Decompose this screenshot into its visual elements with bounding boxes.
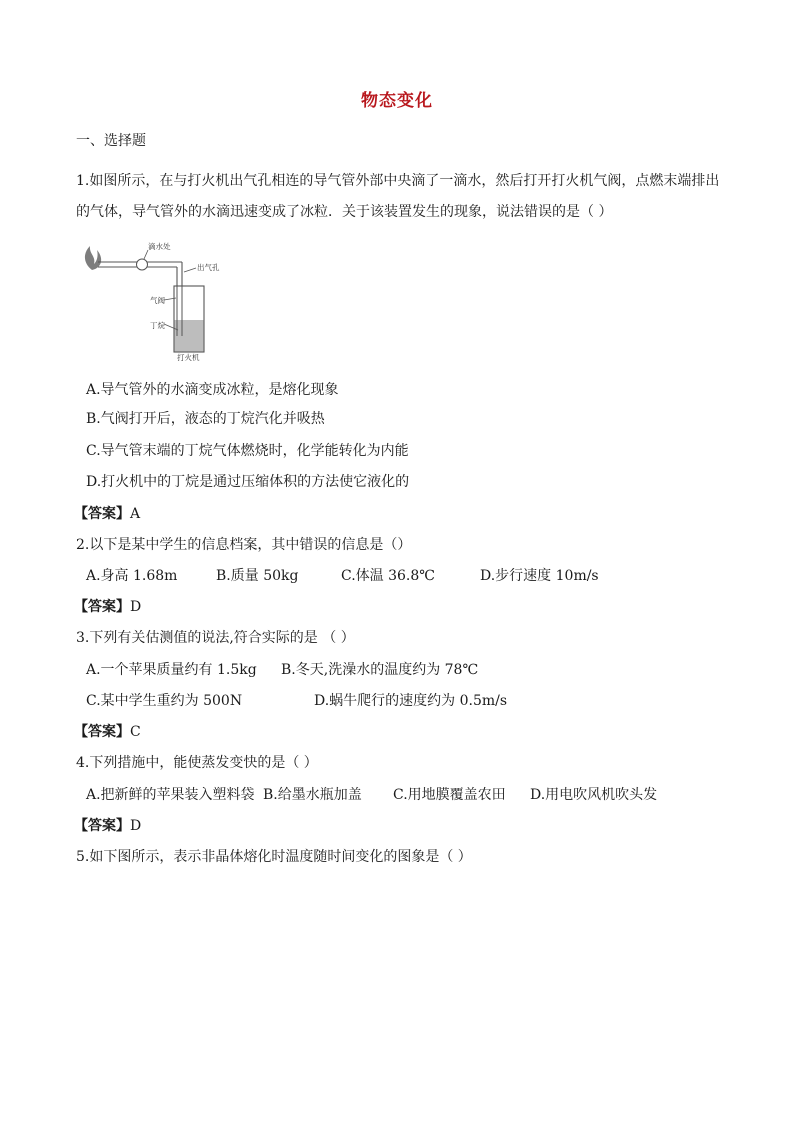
question-4-option-c: C.用地膜覆盖农田 xyxy=(393,787,506,803)
question-4-answer: 【答案】D xyxy=(74,818,142,834)
question-1-option-b: B.气阀打开后，液态的丁烷汽化并吸热 xyxy=(86,411,325,427)
drip-leader xyxy=(144,250,148,259)
section-heading: 一、选择题 xyxy=(76,133,146,149)
question-4-option-d: D.用电吹风机吹头发 xyxy=(530,787,658,803)
page-title: 物态变化 xyxy=(361,91,433,111)
label-lighter: 打火机 xyxy=(177,353,200,362)
question-4-option-b: B.给墨水瓶加盖 xyxy=(263,787,362,803)
lighter-apparatus-figure xyxy=(78,240,238,362)
question-2-option-a: A.身高 1.68m xyxy=(86,568,178,584)
question-2-answer: 【答案】D xyxy=(74,599,142,615)
question-1-option-a: A.导气管外的水滴变成冰粒，是熔化现象 xyxy=(86,382,339,398)
question-1-option-d: D.打火机中的丁烷是通过压缩体积的方法使它液化的 xyxy=(86,474,410,490)
question-1-answer: 【答案】A xyxy=(74,506,141,522)
question-3-option-d: D.蜗牛爬行的速度约为 0.5m/s xyxy=(314,693,508,709)
question-2-stem: 2.以下是某中学生的信息档案，其中错误的信息是（） xyxy=(76,537,412,553)
label-butane: 丁烷 xyxy=(150,321,165,330)
question-5-stem: 5.如下图所示，表示非晶体熔化时温度随时间变化的图象是（ ） xyxy=(76,849,472,865)
water-drop xyxy=(137,259,148,270)
label-outlet: 出气孔 xyxy=(197,263,220,272)
flame-icon xyxy=(85,246,101,270)
question-2-option-b: B.质量 50kg xyxy=(216,568,299,584)
label-drip: 滴水处 xyxy=(148,242,171,251)
question-4-option-a: A.把新鲜的苹果装入塑料袋 xyxy=(86,787,255,803)
question-1-stem-line-2: 的气体，导气管外的水滴迅速变成了冰粒．关于该装置发生的现象，说法错误的是（ ） xyxy=(76,204,613,220)
question-3-option-a: A.一个苹果质量约有 1.5kg xyxy=(86,662,257,678)
question-2-option-c: C.体温 36.8℃ xyxy=(341,568,435,584)
question-2-option-d: D.步行速度 10m/s xyxy=(480,568,599,584)
question-4-stem: 4.下列措施中，能使蒸发变快的是（ ） xyxy=(76,755,318,771)
question-3-option-b: B.冬天,洗澡水的温度约为 78℃ xyxy=(281,662,479,678)
question-3-answer: 【答案】C xyxy=(74,724,141,740)
label-valve: 气阀 xyxy=(150,296,165,305)
butane-liquid xyxy=(175,320,204,352)
question-3-option-c: C.某中学生重约为 500N xyxy=(86,693,243,709)
question-1-option-c: C.导气管末端的丁烷气体燃烧时，化学能转化为内能 xyxy=(86,443,409,459)
outlet-leader xyxy=(184,268,196,272)
question-3-stem: 3.下列有关估测值的说法,符合实际的是 （ ） xyxy=(76,630,355,646)
question-1-stem-line-1: 1.如图所示，在与打火机出气孔相连的导气管外部中央滴了一滴水，然后打开打火机气阀，点燃末端排出 xyxy=(76,173,720,189)
